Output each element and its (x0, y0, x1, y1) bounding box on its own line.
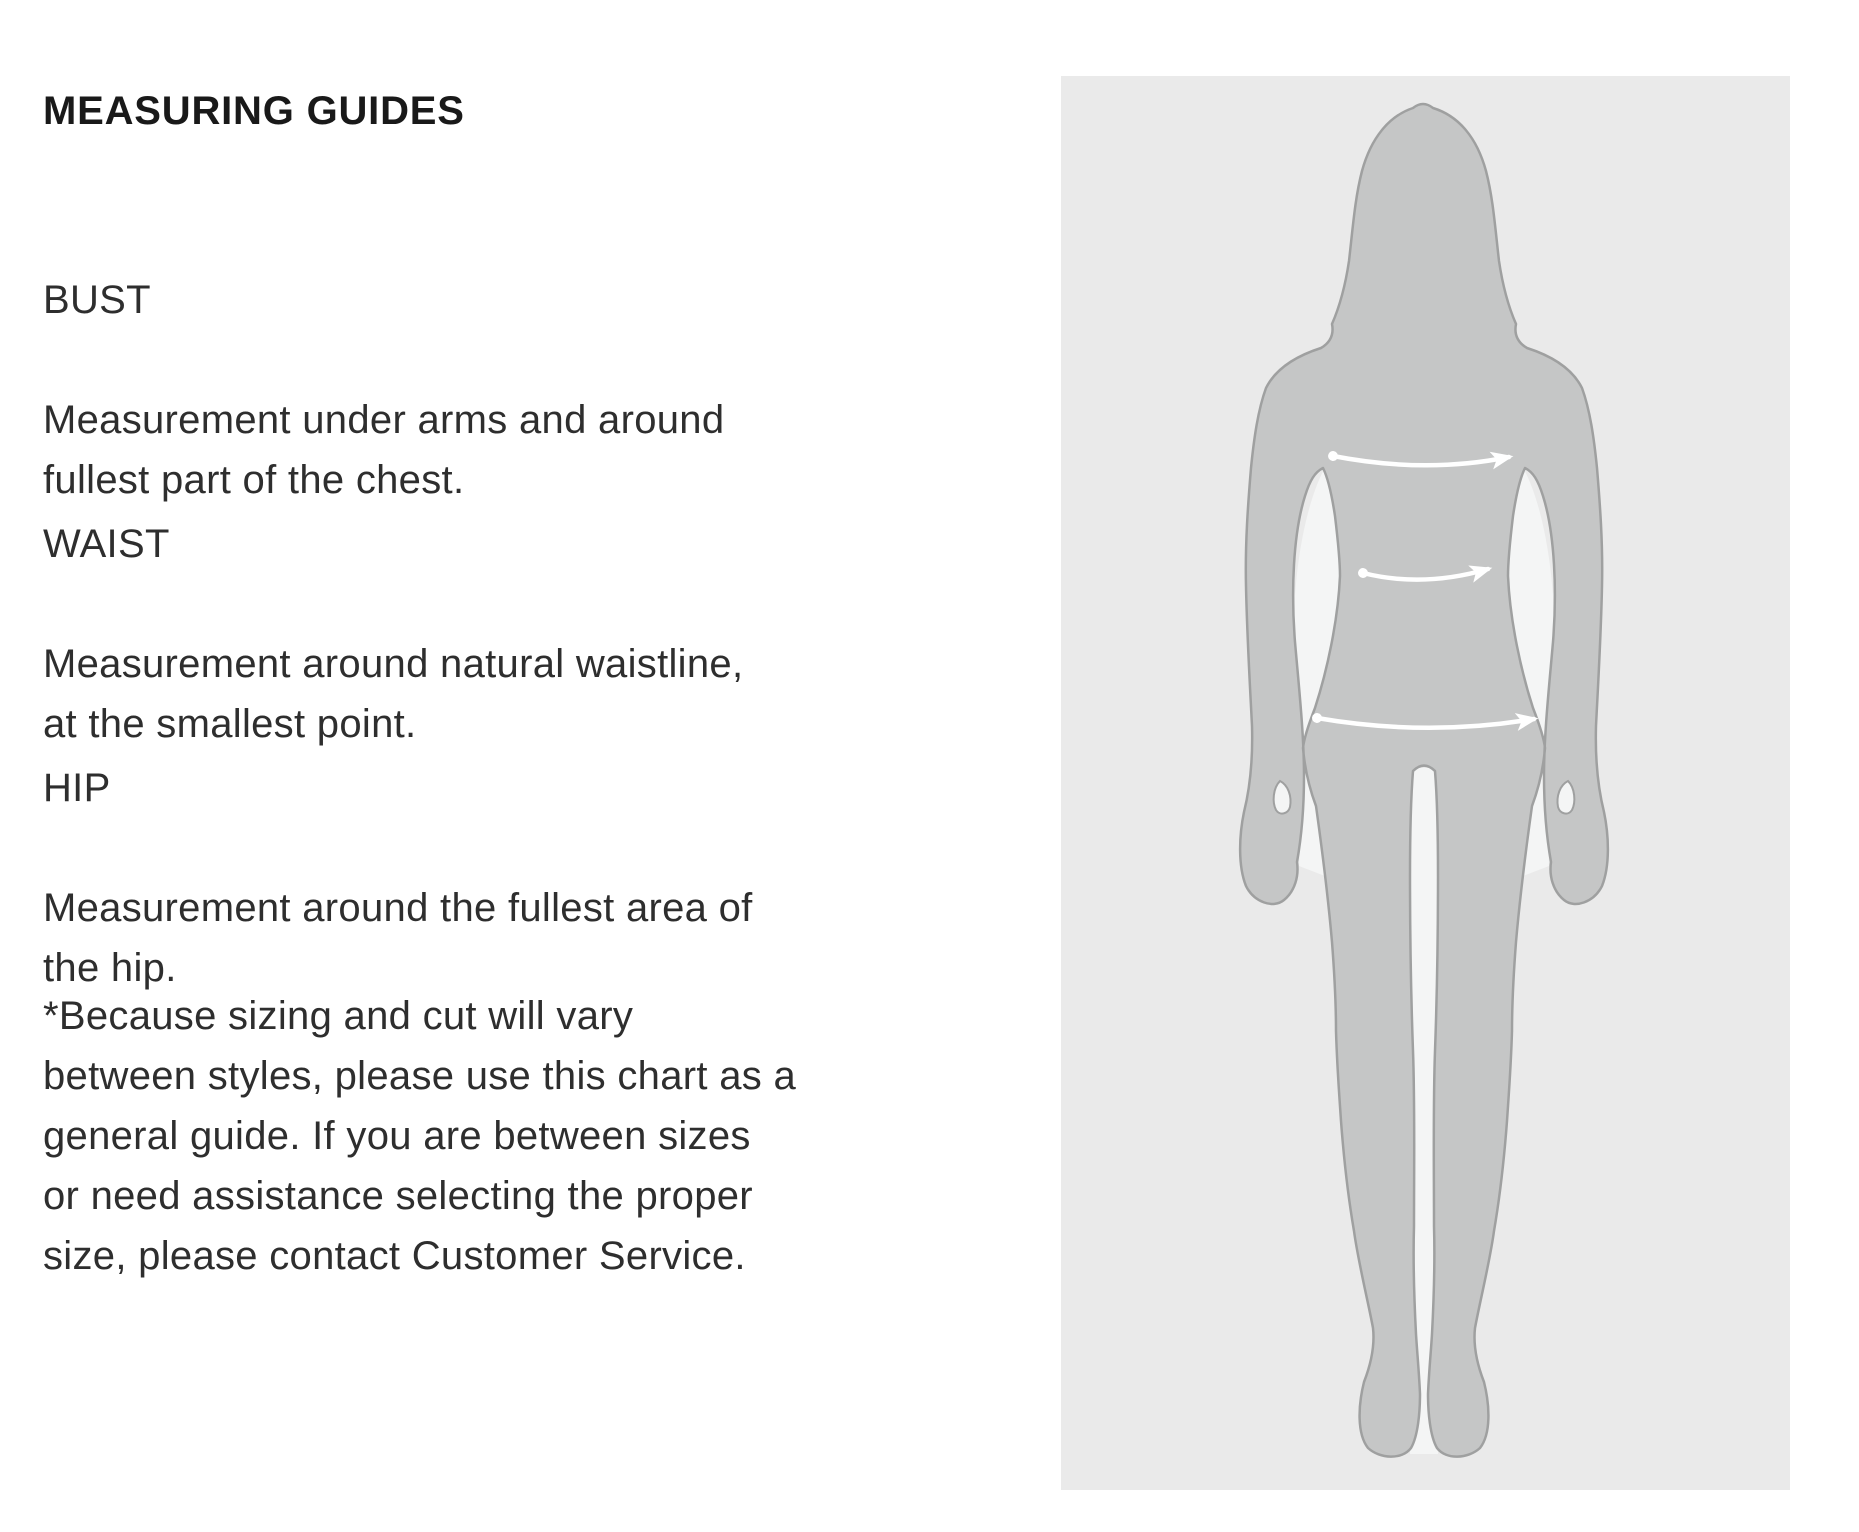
sizing-footnote: *Because sizing and cut will vary between styles, please use this chart as a general guide. If you are between sizes or need assistance selecting the proper size, please contact Customer Service. (43, 994, 797, 1278)
waist-description: Measurement around natural waistline, at the smallest point. (43, 642, 744, 746)
hip-description: Measurement around the fullest area of the hip. (43, 886, 753, 990)
page-title: MEASURING GUIDES (43, 89, 465, 134)
waist-label: WAIST (43, 522, 170, 566)
hip-label: HIP (43, 766, 111, 810)
body-silhouette-figure (1061, 76, 1790, 1490)
bust-label: BUST (43, 278, 151, 322)
figure-panel (1061, 76, 1790, 1490)
bust-description: Measurement under arms and around fullest part of the chest. (43, 398, 725, 502)
